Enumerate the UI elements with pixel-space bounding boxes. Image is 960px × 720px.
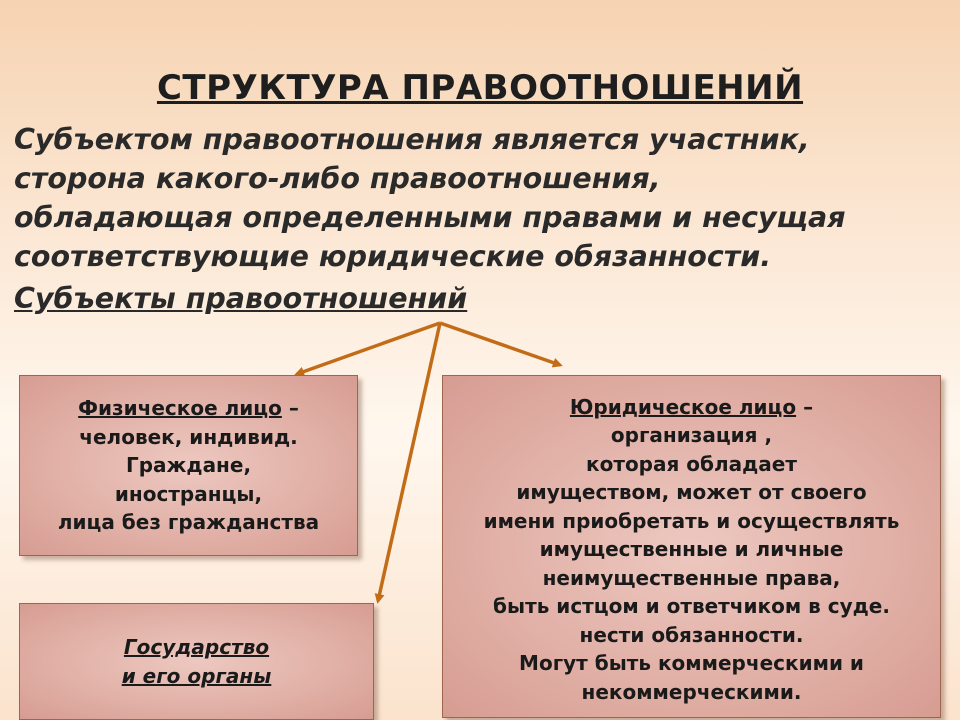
legal-line: организация ,	[610, 423, 773, 448]
intro-line: Субъектом правоотношения является участник,	[14, 123, 810, 156]
legal-line: имени приобретать и осуществлять	[483, 508, 900, 533]
state-line: и его органы	[121, 663, 272, 688]
intro-line: сторона какого-либо правоотношения,	[14, 162, 661, 195]
legal-line: некоммерческими.	[581, 679, 802, 704]
legal-line: быть истцом и ответчиком в суде.	[493, 594, 890, 619]
legal-line: неимущественные права,	[542, 565, 841, 590]
intro-definition	[14, 120, 949, 276]
physical-line: иностранцы,	[114, 481, 263, 506]
physical-heading-label: Физическое лицо	[78, 396, 282, 421]
physical-person-box	[19, 375, 358, 556]
physical-heading	[78, 394, 299, 423]
physical-line: человек, индивид.	[79, 424, 298, 449]
arrow-to-legal	[440, 323, 560, 365]
subjects-heading: Субъекты правоотношений	[14, 282, 468, 315]
legal-heading	[570, 393, 813, 422]
legal-entity-box	[442, 375, 941, 718]
legal-line: имущественные и личные	[539, 537, 844, 562]
intro-line: обладающая определенными правами и несущая	[14, 201, 846, 234]
arrow-to-physical	[297, 323, 440, 374]
state-line: Государство	[123, 635, 270, 659]
legal-line: нести обязанности.	[579, 622, 804, 647]
arrow-to-state	[378, 323, 440, 601]
page-title: СТРУКТУРА ПРАВООТНОШЕНИЙ	[156, 68, 804, 108]
legal-heading-label: Юридическое лицо	[569, 394, 797, 419]
intro-line: соответствующие юридические обязанности.	[14, 240, 772, 273]
legal-line: которая обладает	[586, 451, 797, 476]
physical-heading-dash: –	[281, 396, 299, 421]
physical-line: лица без гражданства	[57, 510, 320, 535]
state-box	[19, 603, 374, 720]
legal-line: Могут быть коммерческими и	[519, 651, 864, 676]
physical-line: Граждане,	[125, 453, 252, 478]
legal-line: имуществом, может от своего	[516, 480, 867, 505]
legal-heading-dash: –	[796, 394, 814, 419]
